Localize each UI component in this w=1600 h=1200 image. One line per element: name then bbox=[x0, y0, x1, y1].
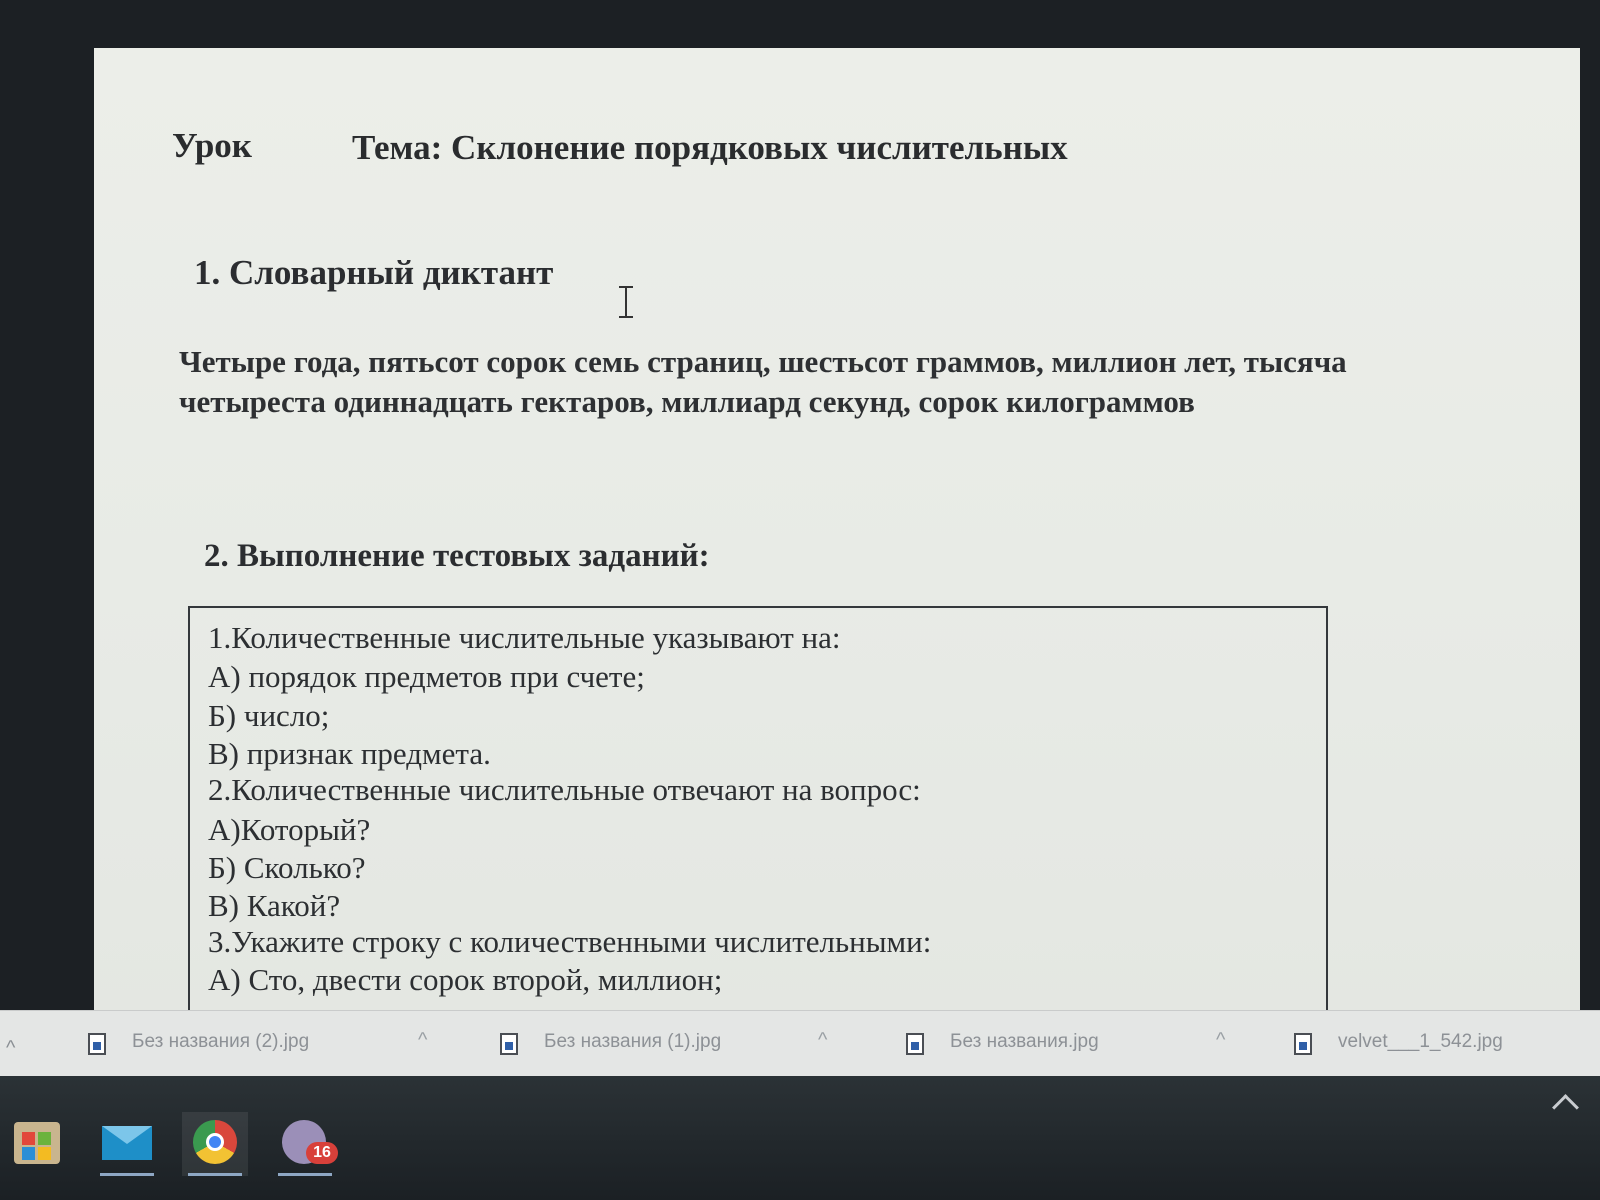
test-line: Б) Сколько? bbox=[208, 850, 366, 885]
download-file-name: Без названия.jpg bbox=[950, 1031, 1099, 1052]
image-file-icon bbox=[1294, 1033, 1312, 1055]
mail-icon bbox=[102, 1126, 152, 1160]
section-2-title: 2. Выполнение тестовых заданий: bbox=[204, 538, 710, 574]
chevron-up-icon[interactable]: ^ bbox=[418, 1029, 428, 1051]
image-file-icon bbox=[88, 1033, 106, 1055]
download-file-name: Без названия (1).jpg bbox=[544, 1031, 722, 1052]
taskbar-store-button[interactable] bbox=[4, 1112, 70, 1176]
test-line: 3.Укажите строку с количественными числительными: bbox=[208, 924, 932, 959]
download-item[interactable] bbox=[500, 1025, 860, 1065]
chevron-up-icon[interactable]: ^ bbox=[1216, 1029, 1226, 1051]
test-line: А) Сто, двести сорок второй, миллион; bbox=[208, 962, 723, 997]
download-item[interactable] bbox=[906, 1025, 1266, 1065]
test-questions-box bbox=[188, 606, 1328, 1020]
dictation-line: Четыре года, пятьсот сорок семь страниц, шестьсот граммов, миллион лет, тысяча bbox=[179, 344, 1347, 379]
taskbar-mail-button[interactable] bbox=[94, 1112, 160, 1176]
download-item[interactable] bbox=[88, 1025, 448, 1065]
topic-label: Тема bbox=[352, 128, 431, 167]
download-file-name: velvet___1_542.jpg bbox=[1338, 1031, 1503, 1052]
store-icon bbox=[14, 1122, 60, 1164]
text-cursor-icon bbox=[619, 286, 633, 318]
document-page[interactable] bbox=[94, 48, 1580, 1020]
test-line: 2.Количественные числительные отвечают на вопрос: bbox=[208, 772, 921, 807]
download-file-name: Без названия (2).jpg bbox=[132, 1031, 310, 1052]
test-line: А)Который? bbox=[208, 812, 371, 847]
test-line: В) Какой? bbox=[208, 888, 341, 923]
test-line: 1.Количественные числительные указывают на: bbox=[208, 620, 841, 655]
image-file-icon bbox=[500, 1033, 518, 1055]
topic-text: : Склонение порядковых числительных bbox=[430, 128, 1068, 167]
test-line: Б) число; bbox=[208, 698, 330, 733]
dictation-line: четыреста одиннадцать гектаров, миллиард секунд, сорок килограммов bbox=[179, 384, 1195, 419]
section-1-title: 1. Словарный диктант bbox=[194, 253, 554, 292]
chevron-up-icon[interactable]: ^ bbox=[818, 1029, 828, 1051]
test-line: В) признак предмета. bbox=[208, 736, 491, 771]
notification-badge: 16 bbox=[306, 1142, 338, 1164]
taskbar bbox=[0, 1076, 1600, 1200]
test-line: А) порядок предметов при счете; bbox=[208, 659, 645, 694]
downloads-bar bbox=[0, 1010, 1600, 1077]
topic-heading bbox=[352, 128, 1068, 168]
download-item[interactable] bbox=[1294, 1025, 1544, 1065]
chevron-up-icon[interactable]: ^ bbox=[6, 1037, 16, 1059]
lesson-label: Урок bbox=[172, 126, 252, 165]
chrome-icon bbox=[193, 1120, 237, 1164]
image-file-icon bbox=[906, 1033, 924, 1055]
dictation-text bbox=[179, 342, 1439, 422]
taskbar-viber-button[interactable] bbox=[272, 1112, 338, 1176]
taskbar-chrome-button[interactable] bbox=[182, 1112, 248, 1176]
